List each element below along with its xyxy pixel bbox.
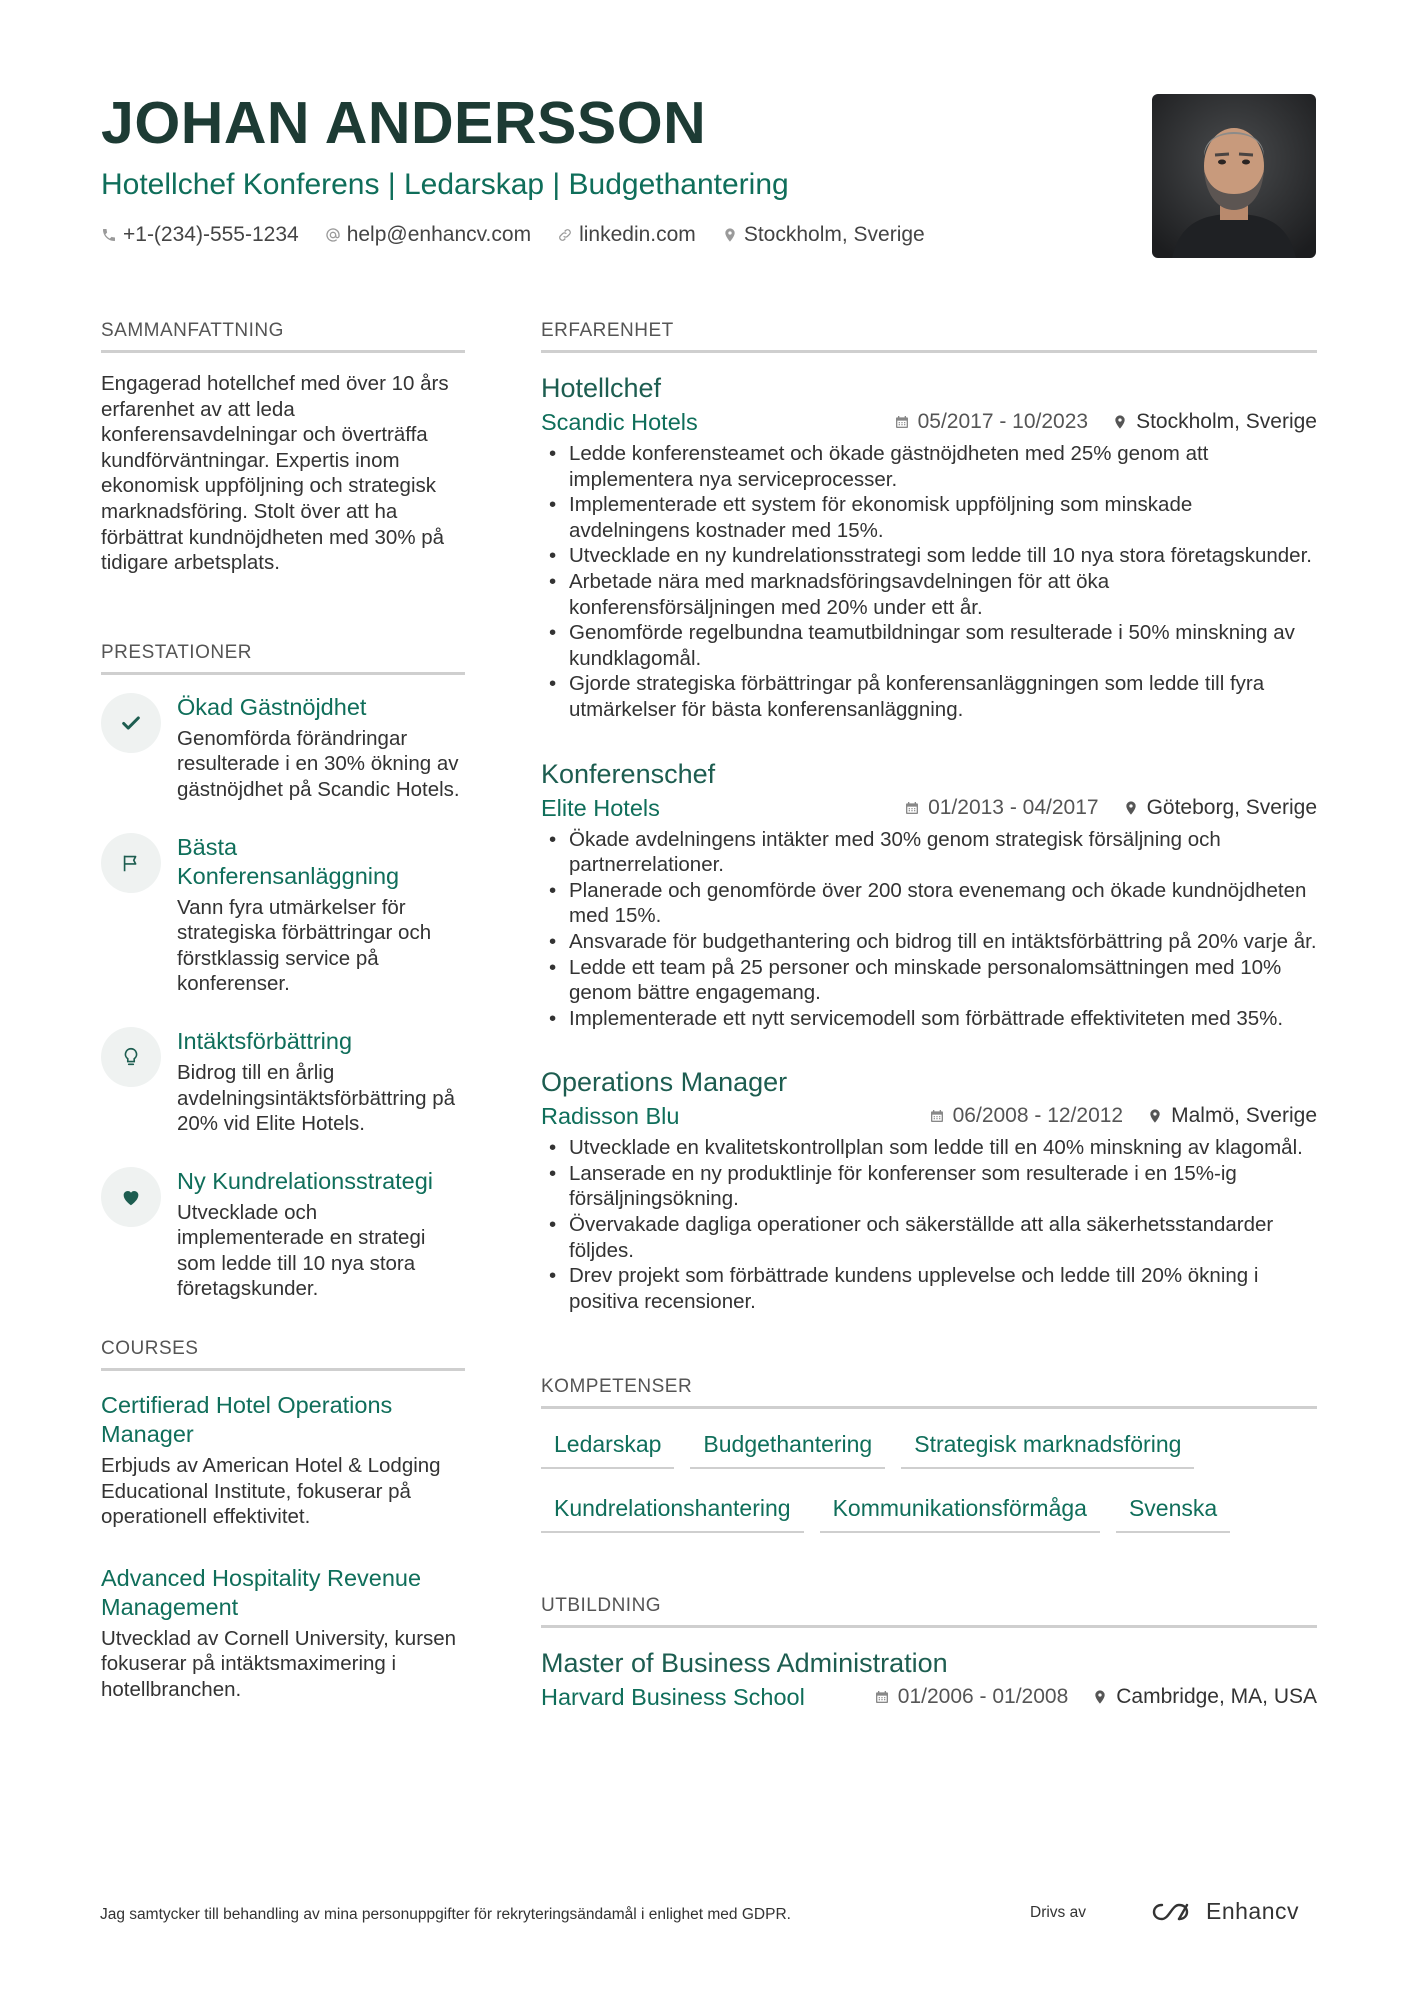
bullet-item: • Arbetade nära med marknadsföringsavdelningen för att öka konferensförsäljningen med 20% under ett år. [541, 569, 1317, 620]
job-dates [894, 408, 1088, 436]
company-name: Scandic Hotels [541, 409, 698, 435]
bullet-item: • Ökade avdelningens intäkter med 30% genom strategisk försäljning och partnerrelationer. [541, 827, 1317, 878]
education-dates [874, 1683, 1068, 1711]
job-location [1123, 794, 1317, 822]
achievement-icon-wrap [101, 693, 161, 753]
job-dates [904, 794, 1098, 822]
job-title: Hotellchef [541, 373, 662, 403]
infinity-logo-icon [1150, 1900, 1198, 1924]
heart-icon [120, 1186, 142, 1208]
achievement-item [101, 1027, 465, 1137]
dates-text: 06/2008 - 12/2012 [952, 1104, 1124, 1128]
bullet-item: • Ledde konferensteamet och ökade gästnöjdheten med 25% genom att implementera nya serviceprocesser. [541, 441, 1317, 492]
summary-heading: SAMMANFATTNING [101, 318, 465, 353]
achievement-icon-wrap [101, 1167, 161, 1227]
bullet-item: • Ansvarade för budgethantering och bidrog till en intäktsförbättring på 20% varje år. [541, 929, 1317, 955]
dates-text: 01/2006 - 01/2008 [897, 1685, 1069, 1709]
job-location [1147, 1102, 1317, 1130]
course-desc: Utvecklad av Cornell University, kursen fokuserar på intäktsmaximering i hotellbranchen. [101, 1626, 457, 1702]
skill-tag: Strategisk marknadsföring [901, 1425, 1194, 1469]
calendar-icon [894, 414, 910, 430]
bullet-item: • Övervakade dagliga operationer och säkerställde att alla säkerhetsstandarder följdes. [541, 1212, 1317, 1263]
summary-text: Engagerad hotellchef med över 10 års erfarenhet av att leda konferensavdelningar och överträffa kundförväntningar. Expertis inom ekonomisk uppföljning och strategisk marknadsföring. Stolt över att ha förbättrat kundnöjdheten med 30% på tidigare arbetsplats. [101, 372, 449, 575]
bullet-item: • Ledde ett team på 25 personer och minskade personalomsättningen med 10% genom bättre engagemang. [541, 955, 1317, 1006]
skill-tag: Budgethantering [690, 1425, 885, 1469]
link-icon [557, 227, 573, 243]
job-dates [929, 1102, 1123, 1130]
dates-text: 05/2017 - 10/2023 [917, 410, 1089, 433]
linkedin-text: linkedin.com [579, 223, 696, 246]
calendar-icon [874, 1689, 890, 1705]
enhancv-logo[interactable] [1150, 1898, 1299, 1925]
achievement-icon-wrap [101, 1027, 161, 1087]
job-entry [541, 371, 1317, 723]
right-column [541, 318, 1317, 1712]
job-bullets [541, 827, 1317, 1032]
school-name: Harvard Business School [541, 1684, 805, 1711]
education-meta [541, 1682, 1317, 1712]
brand-name: Enhancv [1206, 1898, 1300, 1924]
location-text: Malmö, Sverige [1171, 1104, 1317, 1128]
achievements-list [101, 693, 465, 1302]
contact-linkedin[interactable] [557, 220, 696, 250]
dates-text: 01/2013 - 04/2017 [928, 795, 1099, 819]
job-entry [541, 1065, 1317, 1314]
bullet-item: • Drev projekt som förbättrade kundens upplevelse och ledde till 20% ökning i positiva recensioner. [541, 1263, 1317, 1314]
achievement-title: Ny Kundrelationsstrategi [177, 1167, 434, 1194]
location-text: Göteborg, Sverige [1146, 795, 1317, 819]
course-item [101, 1391, 465, 1530]
job-bullets [541, 1135, 1317, 1314]
left-column [101, 318, 465, 1703]
calendar-icon [929, 1108, 945, 1124]
course-desc: Erbjuds av American Hotel & Lodging Educational Institute, fokuserar på operationell effektivitet. [101, 1454, 441, 1529]
achievement-item [101, 693, 465, 803]
location-text: Cambridge, MA, USA [1116, 1685, 1317, 1709]
skills-list [541, 1425, 1317, 1533]
skill-tag: Ledarskap [541, 1425, 674, 1469]
location-pin-icon [1147, 1108, 1163, 1124]
job-meta [541, 1101, 1317, 1131]
job-meta [541, 407, 1317, 437]
at-icon [325, 227, 341, 243]
education-location [1092, 1683, 1317, 1711]
achievement-icon-wrap [101, 833, 161, 893]
job-entry [541, 757, 1317, 1032]
achievement-title: Ökad Gästnöjdhet [177, 693, 367, 720]
course-title: Certifierad Hotel Operations Manager [101, 1392, 393, 1448]
achievement-item [101, 833, 465, 997]
achievement-item [101, 1167, 465, 1302]
profile-photo [1152, 94, 1316, 258]
skill-tag: Kommunikationsförmåga [820, 1489, 1100, 1533]
job-title: Operations Manager [541, 1067, 788, 1098]
check-icon [120, 712, 142, 734]
gdpr-consent-text: Jag samtycker till behandling av mina personuppgifter för rekryteringsändamål i enlighet med GDPR. [100, 1906, 791, 1923]
company-name: Radisson Blu [541, 1103, 680, 1130]
bullet-item: • Utvecklade en kvalitetskontrollplan som ledde till en 40% minskning av klagomål. [541, 1135, 1317, 1161]
achievement-title: Bästa Konferensanläggning [177, 833, 400, 889]
bullet-item: • Implementerade ett nytt servicemodell som förbättrade effektiviteten med 35%. [541, 1006, 1317, 1032]
course-title: Advanced Hospitality Revenue Management [101, 1564, 422, 1620]
powered-by-label: Drivs av [1030, 1904, 1086, 1921]
lightbulb-icon [120, 1046, 142, 1068]
skills-heading: KOMPETENSER [541, 1374, 1317, 1409]
location-pin-icon [1092, 1689, 1108, 1705]
portrait-image [1152, 94, 1316, 258]
phone-text: +1-(234)-555-1234 [123, 223, 299, 246]
job-bullets [541, 441, 1317, 723]
achievement-desc: Vann fyra utmärkelser för strategiska förbättringar och förstklassig service på konferenser. [177, 895, 432, 996]
bullet-item: • Genomförde regelbundna teamutbildningar som resulterade i 50% minskning av kundklagomål. [541, 620, 1317, 671]
header [101, 90, 1151, 250]
email-text: help@enhancv.com [346, 223, 532, 246]
location-pin-icon [722, 227, 738, 243]
job-title: Konferenschef [541, 758, 716, 789]
degree-title: Master of Business Administration [541, 1648, 948, 1679]
location-pin-icon [1112, 414, 1128, 430]
location-text: Stockholm, Sverige [1136, 410, 1317, 433]
skill-tag: Kundrelationshantering [541, 1489, 804, 1533]
calendar-icon [904, 800, 920, 816]
skill-tag: Svenska [1116, 1489, 1230, 1533]
contact-row [101, 220, 1151, 250]
experience-heading: ERFARENHET [541, 318, 1317, 353]
job-meta [541, 793, 1317, 823]
candidate-name: JOHAN ANDERSSON [101, 90, 707, 156]
courses-heading: COURSES [101, 1336, 465, 1371]
bullet-item: • Implementerade ett system för ekonomisk uppföljning som minskade avdelningens kostnader med 15%. [541, 492, 1317, 543]
bullet-item: • Gjorde strategiska förbättringar på konferensanläggningen som ledde till fyra utmärkelser för bästa konferensanläggning. [541, 671, 1317, 722]
course-item [101, 1564, 465, 1703]
education-heading: UTBILDNING [541, 1593, 1317, 1628]
achievements-heading: PRESTATIONER [101, 640, 465, 675]
job-location [1112, 408, 1317, 436]
achievement-desc: Utvecklade och implementerade en strategi som ledde till 10 nya stora företagskunder. [177, 1200, 426, 1301]
location-pin-icon [1123, 800, 1139, 816]
contact-phone[interactable] [101, 220, 299, 250]
achievement-desc: Genomförda förändringar resulterade i en 30% ökning av gästnöjdhet på Scandic Hotels. [177, 726, 460, 801]
location-text: Stockholm, Sverige [743, 223, 925, 246]
achievement-title: Intäktsförbättring [177, 1027, 353, 1054]
bullet-item: • Lanserade en ny produktlinje för konferenser som resulterade i en 15%-ig försäljningsökning. [541, 1161, 1317, 1212]
flag-icon [120, 852, 142, 874]
contact-email[interactable] [325, 220, 531, 250]
bullet-item: • Utvecklade en ny kundrelationsstrategi som ledde till 10 nya stora företagskunder. [541, 543, 1317, 569]
achievement-desc: Bidrog till en årlig avdelningsintäktsförbättring på 20% vid Elite Hotels. [177, 1060, 456, 1136]
candidate-title: Hotellchef Konferens | Ledarskap | Budgethantering [101, 168, 789, 201]
bullet-item: • Planerade och genomförde över 200 stora evenemang och ökade kundnöjdheten med 15%. [541, 878, 1317, 929]
company-name: Elite Hotels [541, 794, 660, 821]
contact-location [722, 220, 925, 250]
phone-icon [101, 227, 117, 243]
